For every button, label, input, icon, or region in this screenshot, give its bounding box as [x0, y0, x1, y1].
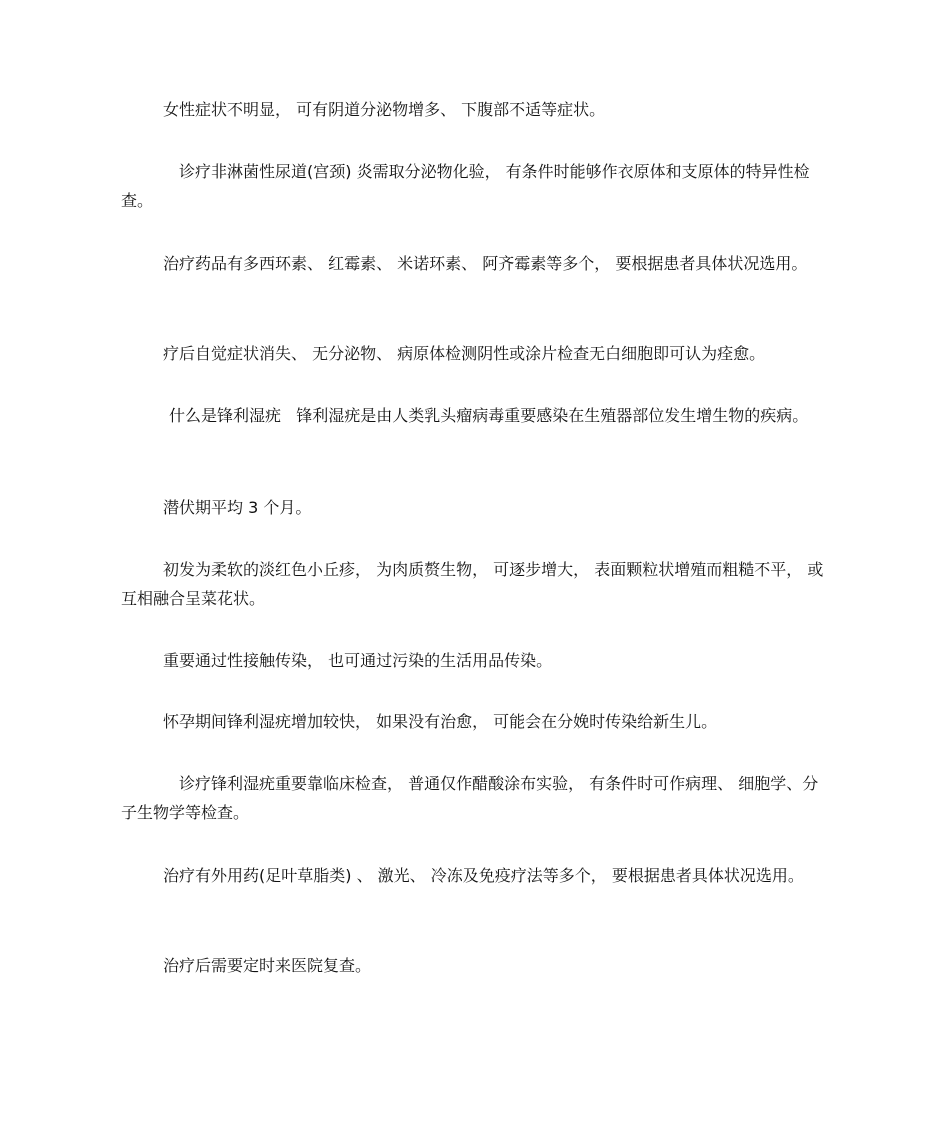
paragraph: 诊疗非淋菌性尿道(宫颈) 炎需取分泌物化验， 有条件时能够作衣原体和支原体的特异性检查。: [121, 162, 810, 210]
paragraph: 治疗有外用药(足叶草脂类) 、 激光、 冷冻及免疫疗法等多个， 要根据患者具体状况选用。: [163, 866, 804, 885]
paragraph: 疗后自觉症状消失、 无分泌物、 病原体检测阴性或涂片检查无白细胞即可认为痊愈。: [163, 344, 766, 363]
paragraph: 什么是锋利湿疣 锋利湿疣是由人类乳头瘤病毒重要感染在生殖器部位发生增生物的疾病。: [169, 406, 809, 425]
paragraph: 怀孕期间锋利湿疣增加较快， 如果没有治愈， 可能会在分娩时传染给新生儿。: [163, 712, 718, 731]
paragraph: 初发为柔软的淡红色小丘疹， 为肉质赘生物， 可逐步增大， 表面颗粒状增殖而粗糙不平， 或互相融合呈菜花状。: [121, 560, 824, 608]
paragraph: 女性症状不明显， 可有阴道分泌物增多、 下腹部不适等症状。: [163, 100, 606, 119]
paragraph: 潜伏期平均 3 个月。: [163, 498, 312, 517]
paragraph: 治疗后需要定时来医院复查。: [163, 956, 372, 975]
paragraph: 重要通过性接触传染， 也可通过污染的生活用品传染。: [163, 651, 553, 670]
paragraph: 诊疗锋利湿疣重要靠临床检查， 普通仅作醋酸涂布实验， 有条件时可作病理、 细胞学、分子生物学等检查。: [121, 774, 819, 822]
paragraph: 治疗药品有多西环素、 红霉素、 米诺环素、 阿齐霉素等多个， 要根据患者具体状况选用。: [163, 254, 808, 273]
